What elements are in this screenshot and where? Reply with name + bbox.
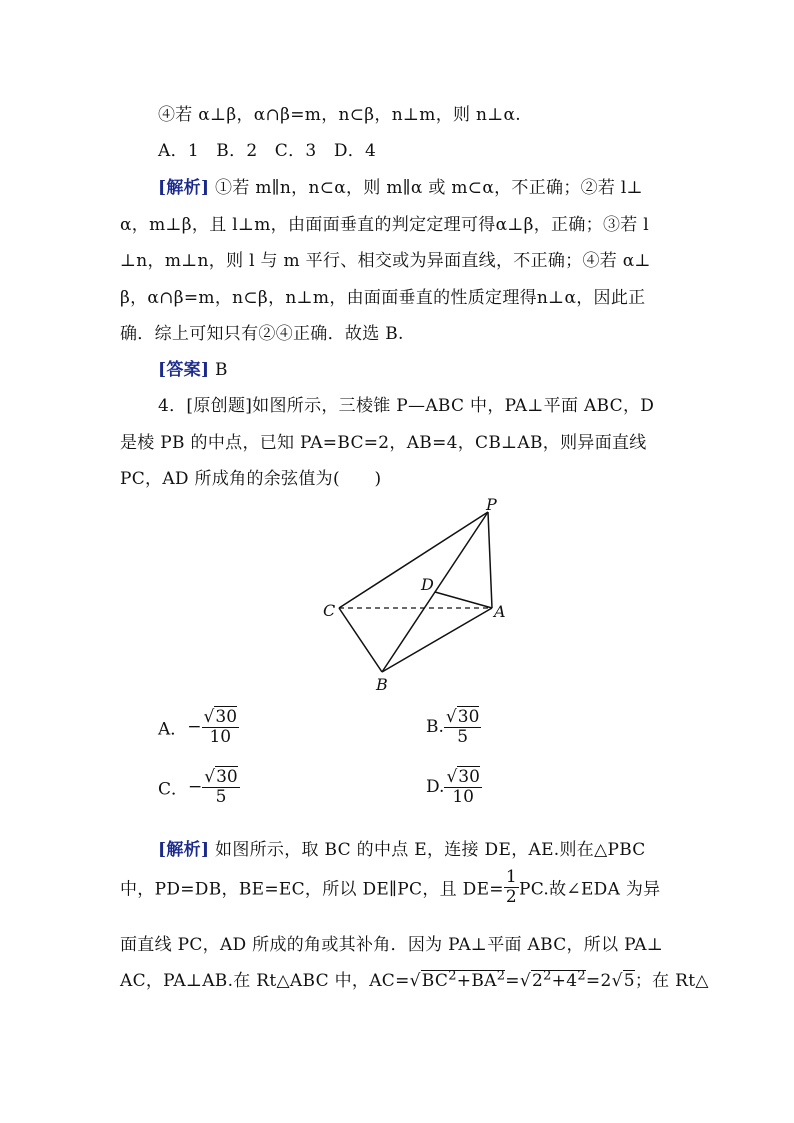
q4-analysis-line-1 <box>158 835 675 860</box>
q3-analysis-line-5: 确．综上可知只有②④正确．故选 B. <box>120 324 404 344</box>
q4-stem-line-2: 是棱 PB 的中点，已知 PA=BC=2，AB=4，CB⊥AB，则异面直线 <box>120 433 647 453</box>
q4-stem-line-3: PC，AD 所成角的余弦值为( ) <box>120 469 382 489</box>
q3-analysis-line-2: α，m⊥β，且 l⊥m，由面面垂直的判定定理可得α⊥β，正确；③若 l <box>120 215 649 235</box>
q4-analysis-line-2: 中，PD=DB，BE=EC，所以 DE∥PC，且 DE= $\frac{1}{2}$ PC.故∠EDA 为异 <box>120 867 661 907</box>
edge-pa <box>488 512 492 608</box>
edge-pc <box>339 512 488 608</box>
label-d: D <box>421 575 434 594</box>
analysis-text: ①若 m∥n，n⊂α，则 m∥α 或 m⊂α，不正确；②若 l⊥ <box>215 178 643 198</box>
q4-stem-line-1: 4．[原创题]如图所示，三棱锥 P—ABC 中，PA⊥平面 ABC，D <box>158 396 655 416</box>
q3-analysis-line-1 <box>158 173 675 198</box>
q3-choices: A．1 B．2 C．3 D．4 <box>158 141 377 161</box>
label-a: A <box>494 602 506 621</box>
option-a: A．− $\frac{√30}{10}$ <box>158 707 238 747</box>
edge-ba <box>382 608 492 672</box>
analysis-tag: [解析] <box>158 840 210 860</box>
answer-value: B <box>215 360 228 380</box>
pyramid-figure <box>0 495 794 695</box>
q4-analysis-line-3: 面直线 PC，AD 所成的角或其补角．因为 PA⊥平面 ABC，所以 PA⊥ <box>120 935 664 955</box>
q3-analysis-line-4: β，α∩β=m，n⊂β，n⊥m，由面面垂直的性质定理得n⊥α，因此正 <box>120 288 646 308</box>
label-b: B <box>376 675 388 694</box>
label-p: P <box>486 495 497 514</box>
q4-analysis-line-4: AC，PA⊥AB.在 Rt△ABC 中，$AC=√BC^2+BA^2=√2^2+4^2=2√5$；在 Rt△ <box>120 968 709 991</box>
q3-analysis-line-3: ⊥n，m⊥n，则 l 与 m 平行、相交或为异面直线，不正确；④若 α⊥ <box>120 251 651 271</box>
q3-answer <box>158 355 675 380</box>
analysis-tag: [解析] <box>158 178 210 198</box>
segment-ad <box>435 592 492 608</box>
label-c: C <box>323 601 336 620</box>
q3-item-4: ④若 α⊥β，α∩β=m，n⊂β，n⊥m，则 n⊥α. <box>158 105 522 125</box>
option-b: B. $\frac{√30}{5}$ <box>426 707 480 747</box>
option-c: C．− $\frac{√30}{5}$ <box>158 767 238 807</box>
option-d: D. $\frac{√30}{10}$ <box>426 767 480 807</box>
answer-tag: [答案] <box>158 360 210 380</box>
analysis-text: 如图所示，取 BC 的中点 E，连接 DE，AE.则在△PBC <box>215 840 646 860</box>
edge-cb <box>339 608 382 672</box>
